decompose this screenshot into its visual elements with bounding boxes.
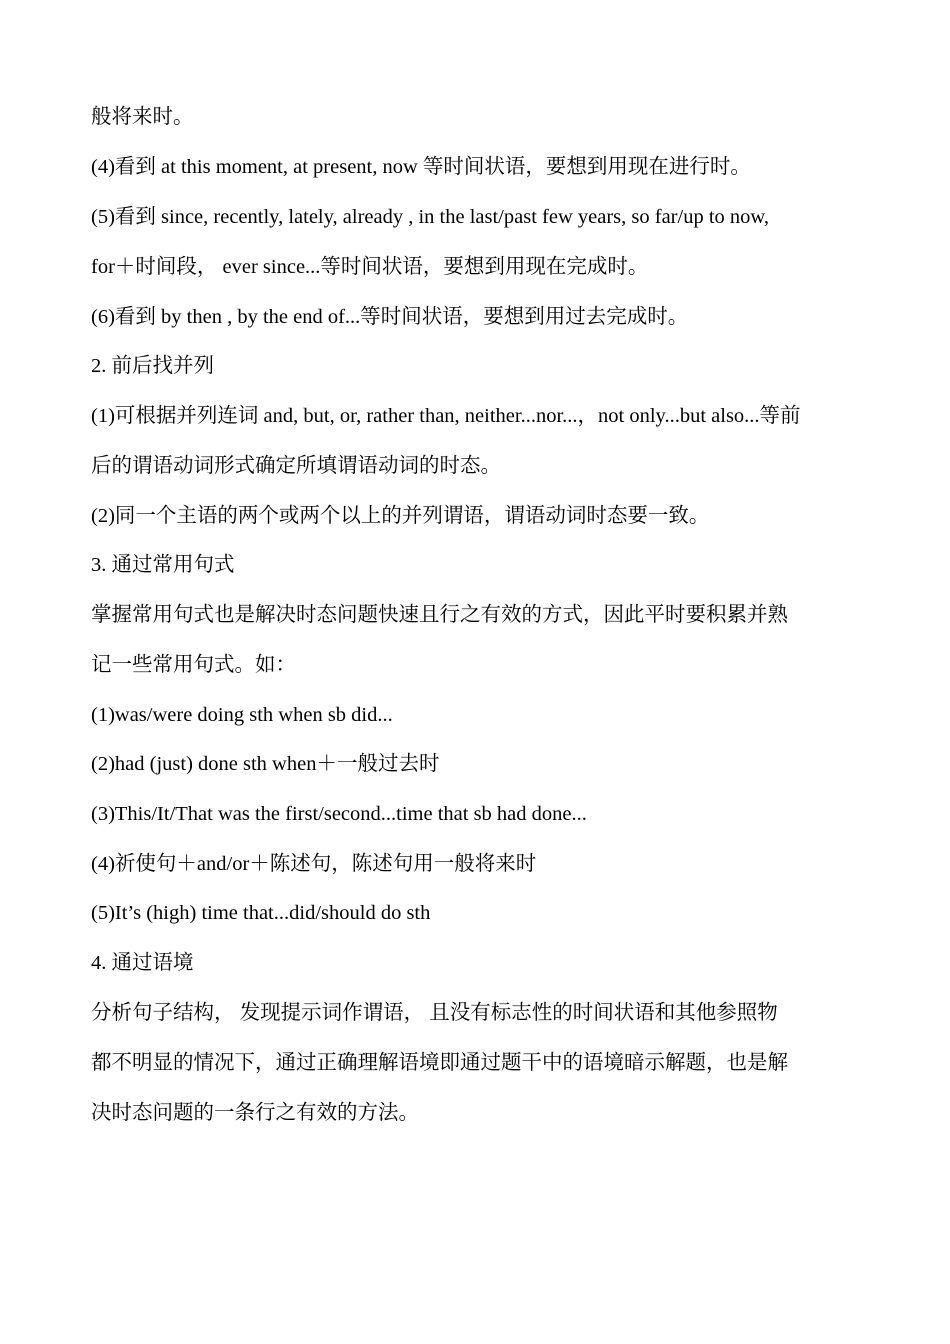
text-line: 般将来时。 bbox=[91, 106, 194, 128]
text-line: 都不明显的情况下，通过正确理解语境即通过题干中的语境暗示解题，也是解 bbox=[91, 1052, 788, 1074]
text-line: (6)看到 by then , by the end of...等时间状语，要想到用过去完成时。 bbox=[91, 306, 689, 328]
text-line: 分析句子结构， 发现提示词作谓语， 且没有标志性的时间状语和其他参照物 bbox=[91, 1002, 778, 1024]
text-line: (2)had (just) done sth when＋一般过去时 bbox=[91, 753, 440, 775]
section-heading: 4. 通过语境 bbox=[91, 952, 194, 974]
text-line: 掌握常用句式也是解决时态问题快速且行之有效的方式，因此平时要积累并熟 bbox=[91, 604, 788, 626]
text-line: (1)was/were doing sth when sb did... bbox=[91, 704, 393, 726]
section-heading: 2. 前后找并列 bbox=[91, 355, 214, 377]
section-heading: 3. 通过常用句式 bbox=[91, 554, 235, 576]
text-line: (5)看到 since, recently, lately, already , in the last/past few years, so far/up to now, bbox=[91, 206, 769, 228]
text-line: (2)同一个主语的两个或两个以上的并列谓语，谓语动词时态要一致。 bbox=[91, 505, 710, 527]
text-line: (1)可根据并列连词 and, but, or, rather than, neither...nor...，not only...but also...等前 bbox=[91, 405, 801, 427]
text-line: for＋时间段， ever since...等时间状语，要想到用现在完成时。 bbox=[91, 256, 649, 278]
text-line: 决时态问题的一条行之有效的方法。 bbox=[91, 1102, 419, 1124]
text-line: (4)看到 at this moment, at present, now 等时间状语，要想到用现在进行时。 bbox=[91, 156, 751, 178]
text-line: (3)This/It/That was the first/second...time that sb had done... bbox=[91, 803, 587, 825]
text-line: (5)It’s (high) time that...did/should do sth bbox=[91, 902, 431, 924]
text-line: (4)祈使句＋and/or＋陈述句，陈述句用一般将来时 bbox=[91, 853, 537, 875]
text-line: 记一些常用句式。如： bbox=[91, 654, 296, 676]
text-line: 后的谓语动词形式确定所填谓语动词的时态。 bbox=[91, 455, 501, 477]
